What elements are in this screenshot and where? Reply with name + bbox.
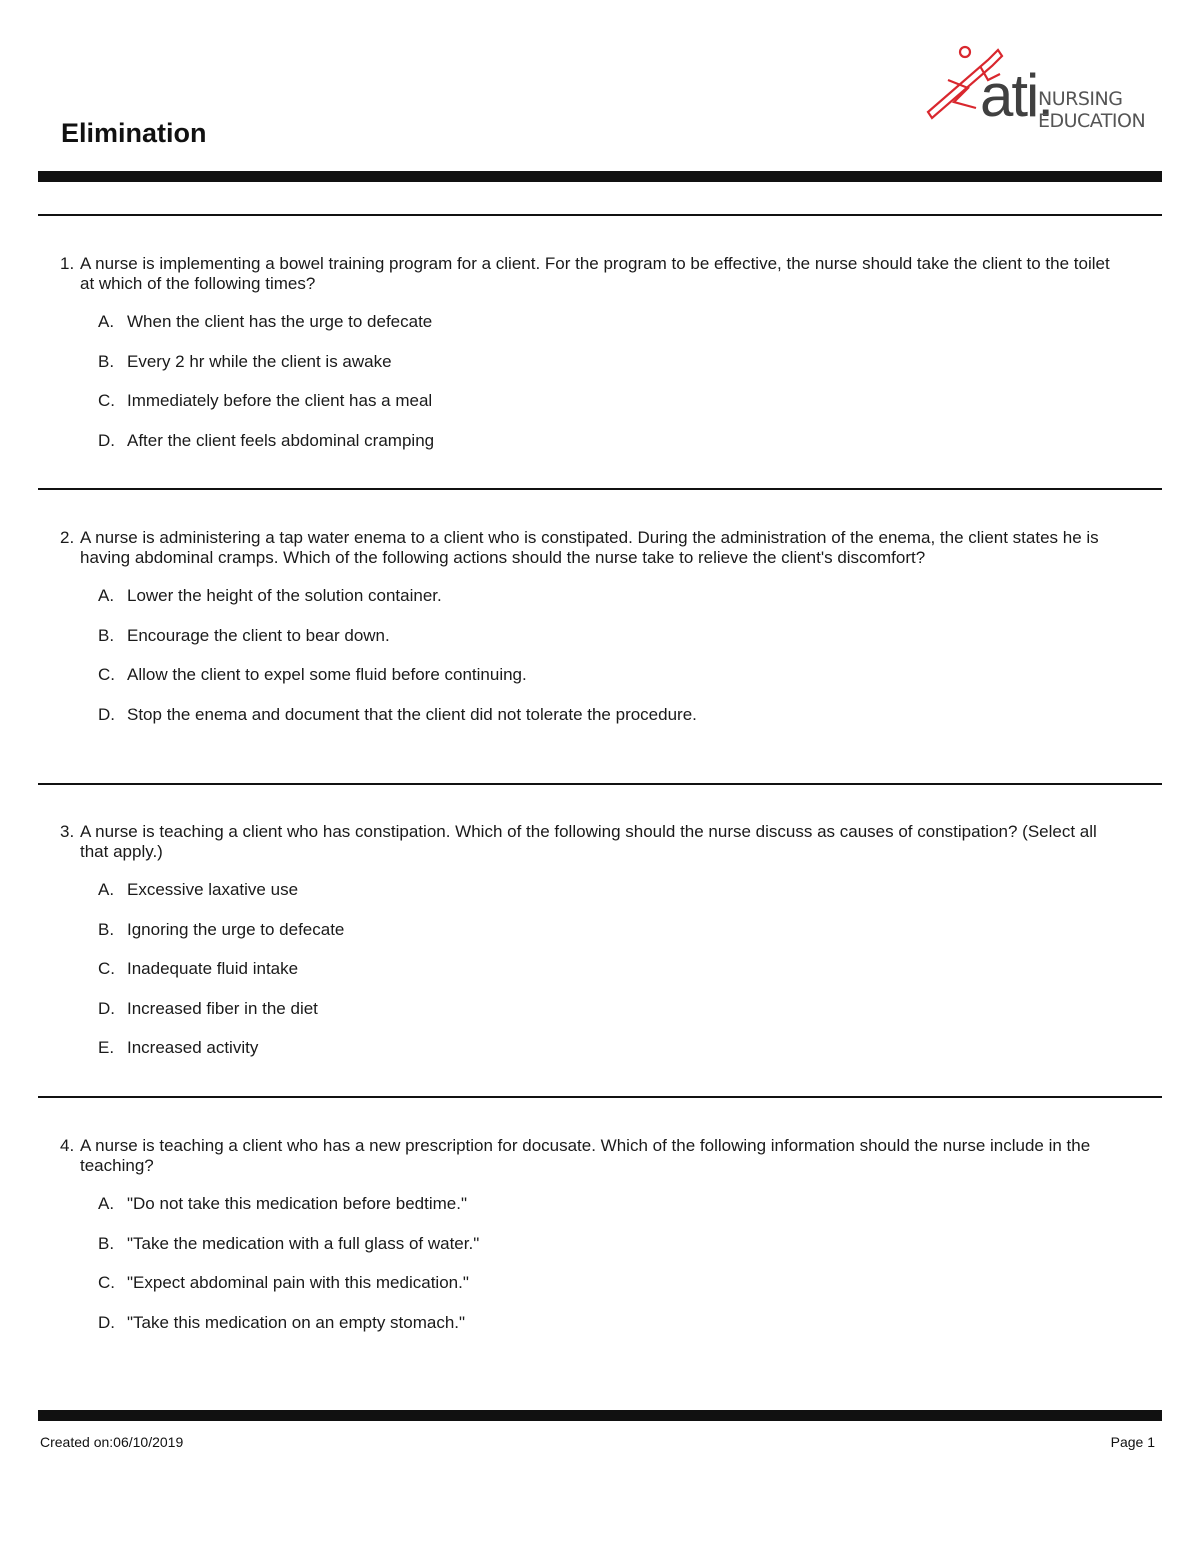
- question-number: 1.: [60, 254, 75, 273]
- option-letter: B.: [98, 919, 115, 939]
- option-letter: C.: [98, 1273, 115, 1292]
- option-text: Immediately before the client has a meal: [127, 391, 433, 410]
- option-text: Excessive laxative use: [127, 880, 299, 899]
- option-letter: A.: [98, 586, 115, 605]
- question-stem: [60, 528, 1120, 567]
- answer-option[interactable]: [98, 999, 1120, 1039]
- answer-option[interactable]: [98, 391, 1120, 431]
- answer-option[interactable]: [98, 705, 1120, 745]
- logo-line-education: EDUCATION: [1038, 110, 1146, 132]
- answer-option[interactable]: [98, 1194, 1120, 1234]
- question-2: [60, 528, 1120, 744]
- answer-option[interactable]: [98, 1234, 1120, 1274]
- option-text: Every 2 hr while the client is awake: [127, 351, 392, 371]
- question-stem: [60, 822, 1120, 861]
- answer-option[interactable]: [98, 1273, 1120, 1313]
- question-number: 2.: [60, 528, 75, 547]
- option-text: Encourage the client to bear down.: [127, 625, 390, 645]
- answer-option[interactable]: [98, 1038, 1120, 1078]
- answer-option[interactable]: [98, 1313, 1120, 1353]
- answer-option[interactable]: [98, 665, 1120, 705]
- question-text: A nurse is teaching a client who has a new prescription for docusate. Which of the following information should the nurse include in the teaching?: [80, 1136, 1091, 1175]
- option-text: "Take the medication with a full glass of water.": [127, 1233, 480, 1253]
- question-text: A nurse is implementing a bowel training program for a client. For the program to be effective, the nurse should take the client to the toilet at which of the following times?: [80, 254, 1110, 293]
- answer-options: [98, 312, 1120, 470]
- ati-logo: [918, 40, 1146, 140]
- question-number: 3.: [60, 822, 75, 841]
- option-letter: A.: [98, 1194, 115, 1213]
- option-text: When the client has the urge to defecate: [127, 312, 433, 331]
- option-letter: D.: [98, 430, 115, 450]
- answer-options: [98, 880, 1120, 1078]
- logo-line-nursing: NURSING: [1038, 88, 1123, 110]
- logo-wordmark: ati.: [980, 62, 1053, 129]
- answer-option[interactable]: [98, 312, 1120, 352]
- footer-rule: [38, 1410, 1162, 1421]
- divider: [38, 1096, 1162, 1098]
- option-letter: A.: [98, 312, 115, 331]
- option-letter: A.: [98, 880, 115, 899]
- question-4: [60, 1136, 1120, 1352]
- option-text: Increased fiber in the diet: [127, 998, 318, 1018]
- question-text: A nurse is teaching a client who has constipation. Which of the following should the nurse discuss as causes of constipation? (Select all that apply.): [80, 822, 1097, 861]
- option-text: Inadequate fluid intake: [127, 959, 299, 978]
- question-1: [60, 254, 1120, 470]
- header-rule: [38, 171, 1162, 182]
- option-letter: B.: [98, 1233, 115, 1253]
- answer-option[interactable]: [98, 352, 1120, 392]
- question-stem: [60, 1136, 1120, 1175]
- question-stem: [60, 254, 1120, 293]
- page-number: Page 1: [1110, 1434, 1155, 1450]
- question-number: 4.: [60, 1136, 75, 1155]
- created-date: Created on:06/10/2019: [40, 1434, 184, 1450]
- answer-option[interactable]: [98, 431, 1120, 471]
- divider: [38, 488, 1162, 490]
- option-letter: C.: [98, 959, 115, 978]
- answer-option[interactable]: [98, 880, 1120, 920]
- question-3: [60, 822, 1120, 1078]
- option-text: Lower the height of the solution container.: [127, 586, 442, 605]
- option-letter: C.: [98, 665, 115, 684]
- option-text: Allow the client to expel some fluid before continuing.: [127, 665, 527, 684]
- page-title: Elimination: [61, 118, 207, 148]
- option-text: "Take this medication on an empty stomach.": [127, 1312, 466, 1332]
- answer-option[interactable]: [98, 626, 1120, 666]
- option-text: "Do not take this medication before bedtime.": [127, 1194, 467, 1213]
- option-letter: D.: [98, 1312, 115, 1332]
- option-text: After the client feels abdominal cramping: [127, 430, 435, 450]
- option-letter: D.: [98, 998, 115, 1018]
- option-text: Stop the enema and document that the client did not tolerate the procedure.: [127, 704, 697, 724]
- option-letter: B.: [98, 625, 115, 645]
- option-letter: E.: [98, 1038, 115, 1057]
- divider: [38, 783, 1162, 785]
- option-text: "Expect abdominal pain with this medication.": [127, 1273, 469, 1292]
- option-letter: D.: [98, 704, 115, 724]
- answer-option[interactable]: [98, 959, 1120, 999]
- option-letter: C.: [98, 391, 115, 410]
- answer-options: [98, 1194, 1120, 1352]
- answer-option[interactable]: [98, 586, 1120, 626]
- answer-option[interactable]: [98, 920, 1120, 960]
- answer-options: [98, 586, 1120, 744]
- option-text: Increased activity: [127, 1038, 259, 1057]
- option-text: Ignoring the urge to defecate: [127, 919, 345, 939]
- divider: [38, 214, 1162, 216]
- logo-subtitle: [1038, 88, 1145, 132]
- option-letter: B.: [98, 351, 115, 371]
- question-text: A nurse is administering a tap water enema to a client who is constipated. During the administration of the enema, the client states he is having abdominal cramps. Which of the following actions should the nurse take to relieve the client's discomfort?: [80, 528, 1099, 567]
